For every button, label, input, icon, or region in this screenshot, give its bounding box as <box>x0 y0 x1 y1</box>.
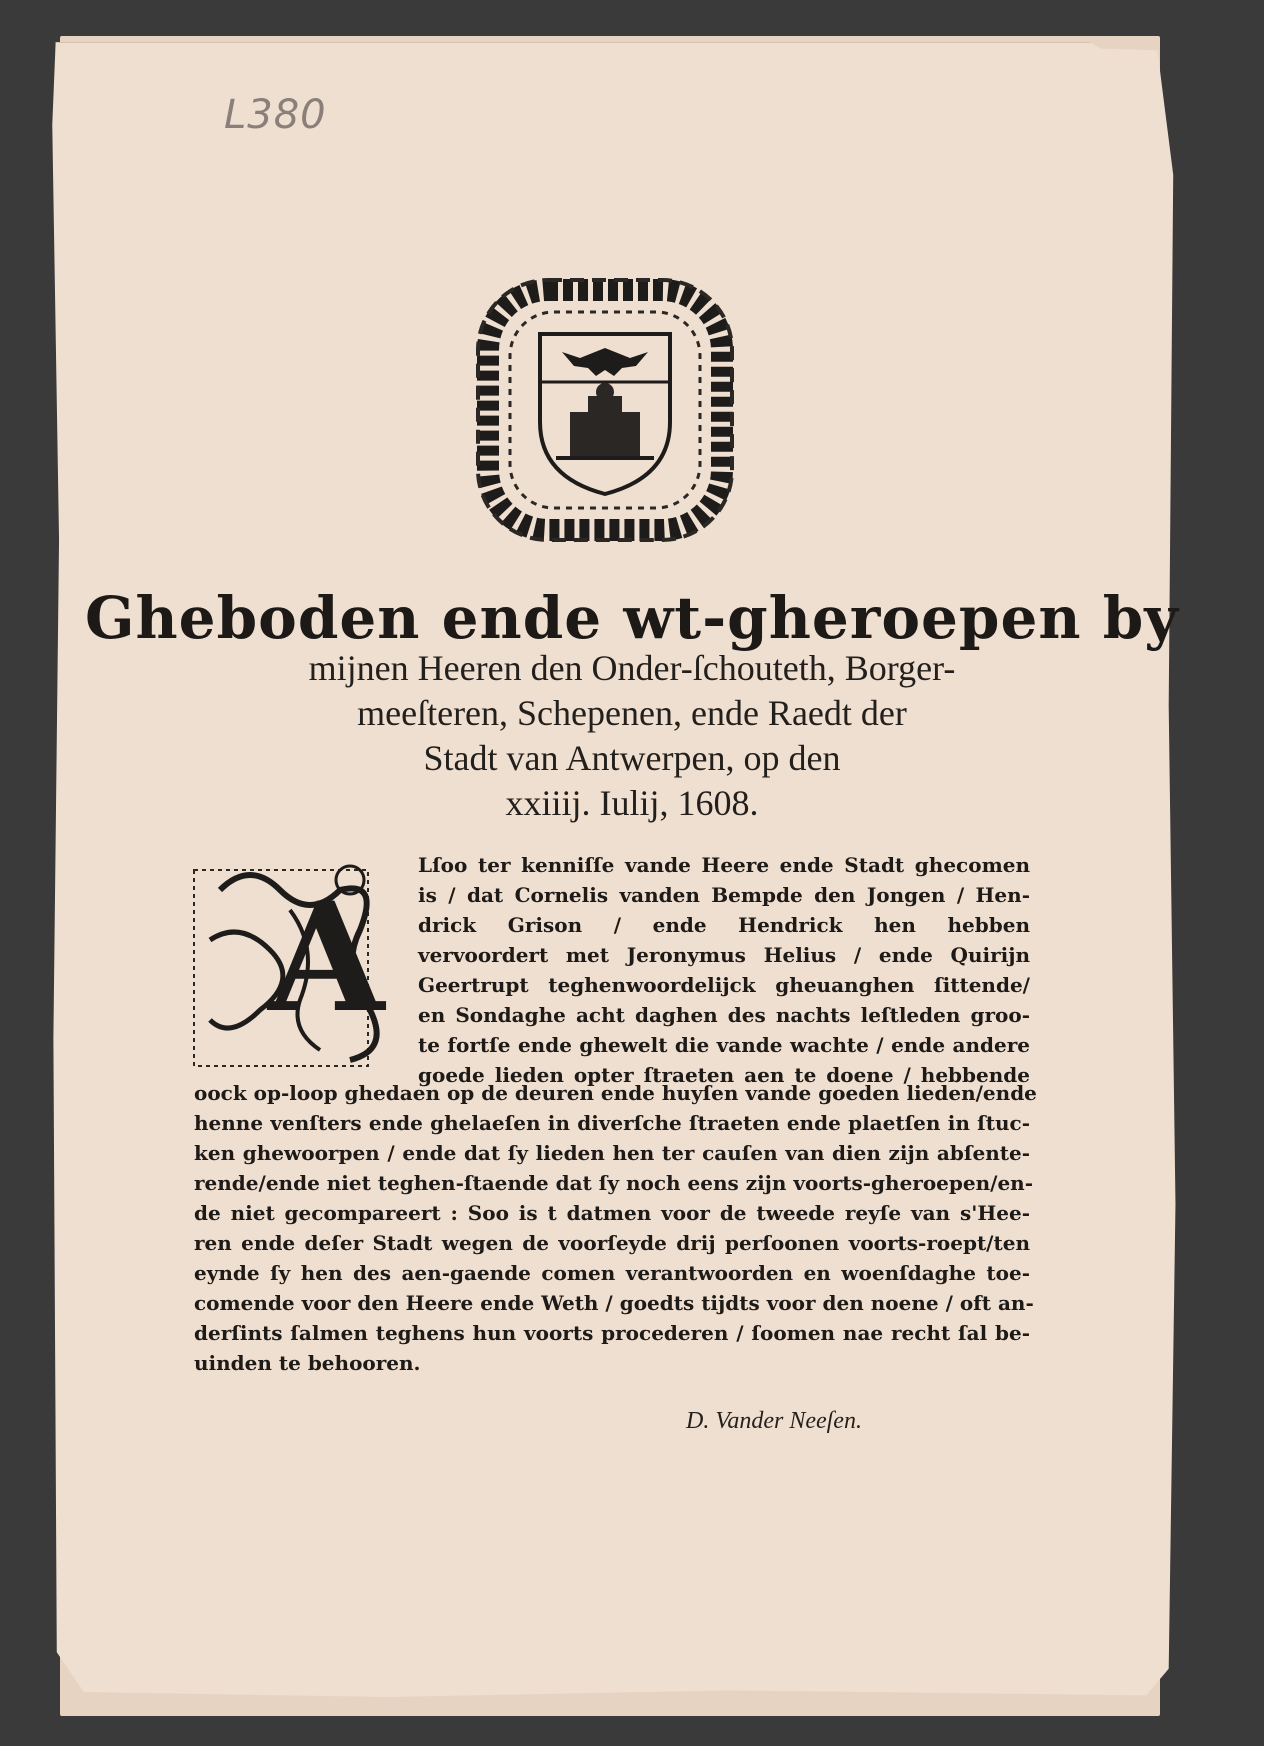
body-line: Lſoo ter kenniſſe vande Heere ende Stadt ghecomen <box>418 853 1030 877</box>
initial-glyph: A <box>268 870 385 1046</box>
coat-of-arms-emblem <box>470 272 740 548</box>
title-line: meeſteren, Schepenen, ende Raedt der <box>357 693 907 733</box>
signature: D. Vander Neeſen. <box>686 1408 862 1434</box>
shelfmark-annotation: L380 <box>224 92 327 138</box>
body-line: ren ende deſer Stadt wegen de voorſeyde drij perſoonen voorts-roept/ten <box>194 1231 1030 1255</box>
body-line: oock op-loop ghedaen op de deuren ende huyſen vande goeden lieden/ende <box>194 1081 1037 1105</box>
body-line: rende/ende niet teghen-ſtaende dat ſy noch eens zijn voorts-gheroepen/en- <box>194 1171 1034 1195</box>
body-line: Geertrupt teghenwoordelijck gheuanghen ſittende/ <box>418 973 1030 997</box>
title-subheading <box>0 646 1264 826</box>
title-line: Stadt van Antwerpen, op den <box>423 738 841 778</box>
body-line: goede lieden opter ſtraeten aen te doene / hebbende <box>418 1063 1030 1087</box>
body-line: uinden te behooren. <box>194 1351 421 1375</box>
title-heading: Gheboden ende wt-gheroepen by <box>84 584 1179 652</box>
body-line: drick Grison / ende Hendrick hen hebben <box>418 913 1030 937</box>
body-line: henne venſters ende ghelaeſen in diverſche ſtraeten ende plaetſen in ſtuc- <box>194 1111 1030 1135</box>
title-line: xxiiij. Iulij, 1608. <box>505 783 759 823</box>
body-line: eynde ſy hen des aen-gaende comen verantwoorden en woenſdaghe toe- <box>194 1261 1030 1285</box>
body-paragraph-lower <box>194 1078 1037 1378</box>
body-paragraph-upper <box>418 850 1030 1090</box>
body-line: is / dat Cornelis vanden Bempde den Jongen / Hen- <box>418 883 1030 907</box>
title-line: mijnen Heeren den Onder-ſchouteth, Borger- <box>308 648 956 688</box>
body-line: derſints ſalmen teghens hun voorts procederen / ſoomen nae recht ſal be- <box>194 1321 1030 1345</box>
body-line: te fortſe ende ghewelt die vande wachte / ende andere <box>418 1033 1030 1057</box>
body-line: vervoordert met Jeronymus Helius / ende Quirijn <box>418 943 1030 967</box>
body-line: comende voor den Heere ende Weth / goedts tijdts voor den noene / oft an- <box>194 1291 1034 1315</box>
body-line: de niet gecompareert : Soo is t datmen voor de tweede reyſe van s'Hee- <box>194 1201 1030 1225</box>
body-line: ken ghewoorpen / ende dat ſy lieden hen ter cauſen van dien zijn abſente- <box>194 1141 1030 1165</box>
body-line: en Sondaghe acht daghen des nachts leſtleden groo- <box>418 1003 1030 1027</box>
decorated-initial-letter <box>190 850 408 1072</box>
